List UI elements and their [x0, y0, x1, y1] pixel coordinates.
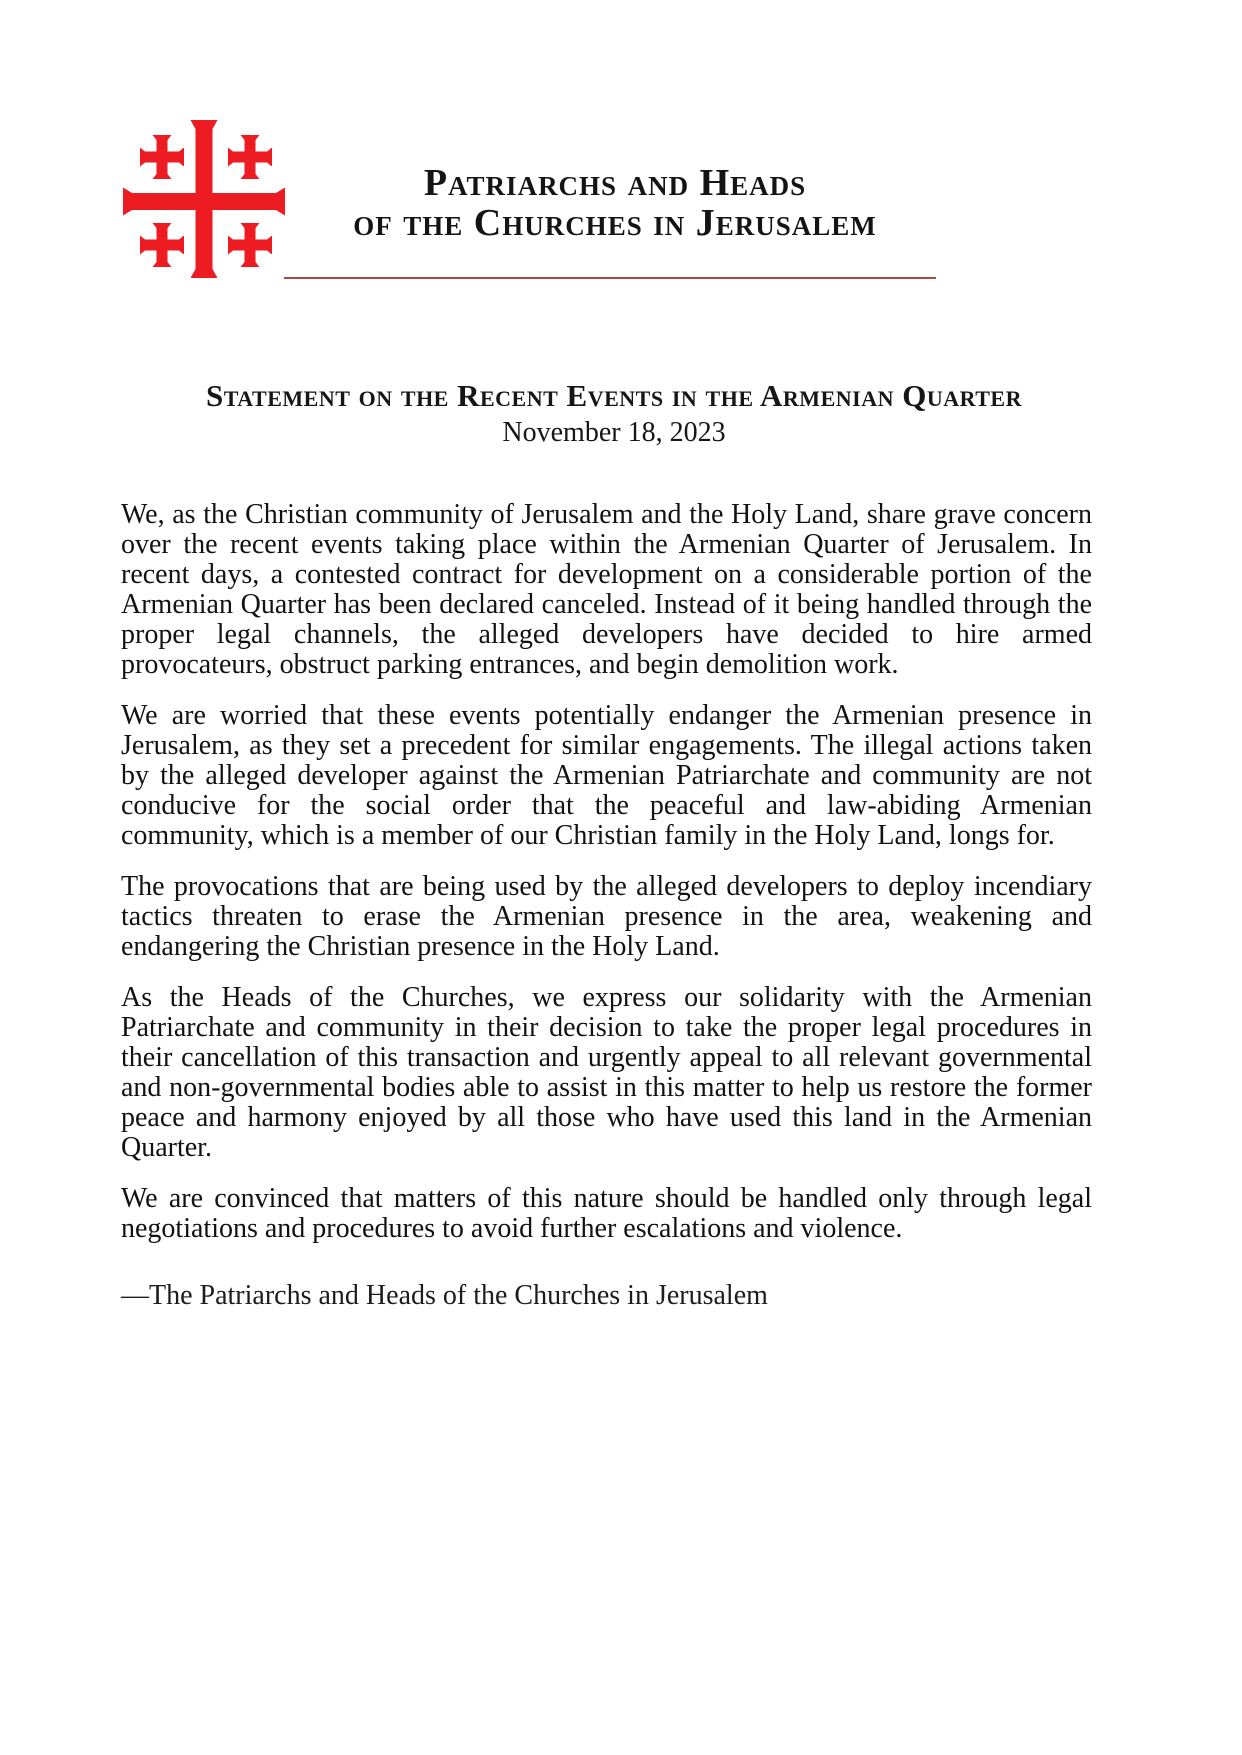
statement-body: [121, 500, 1092, 1265]
org-name: [250, 163, 980, 243]
signature-line: —The Patriarchs and Heads of the Churches in Jerusalem: [121, 1280, 768, 1311]
statement-paragraph-5: We are convinced that matters of this nature should be handled only through legal negotiations and procedures to avoid further escalations and violence.: [121, 1183, 1092, 1244]
statement-paragraph-2: We are worried that these events potentially endanger the Armenian presence in Jerusalem, as they set a precedent for similar engagements. The illegal actions taken by the alleged developer against the Armenian Patriarchate and community are not conducive for the social order that the peaceful and law-abiding Armenian community, which is a member of our Christian family in the Holy Land, longs for.: [121, 700, 1092, 851]
org-name-line1: Patriarchs and Heads: [423, 162, 807, 204]
header-divider: [284, 277, 936, 279]
statement-date: November 18, 2023: [502, 417, 726, 448]
statement-paragraph-1: We, as the Christian community of Jerusalem and the Holy Land, share grave concern over the recent events taking place within the Armenian Quarter of Jerusalem. In recent days, a contested contract for development on a considerable portion of the Armenian Quarter has been declared canceled. Instead of it being handled through the proper legal channels, the alleged developers have decided to hire armed provocateurs, obstruct parking entrances, and begin demolition work.: [121, 499, 1092, 680]
statement-paragraph-3: The provocations that are being used by the alleged developers to deploy incendiary tactics threaten to erase the Armenian presence in the area, weakening and endangering the Christian presence in the Holy Land.: [121, 871, 1092, 962]
statement-paragraph-4: As the Heads of the Churches, we express our solidarity with the Armenian Patriarchate and community in their decision to take the proper legal procedures in their cancellation of this transaction and urgently appeal to all relevant governmental and non-governmental bodies able to assist in this matter to help us restore the former peace and harmony enjoyed by all those who have used this land in the Armenian Quarter.: [121, 982, 1092, 1163]
org-name-line2: of the Churches in Jerusalem: [353, 202, 877, 244]
statement-title: Statement on the Recent Events in the Armenian Quarter: [206, 378, 1022, 413]
